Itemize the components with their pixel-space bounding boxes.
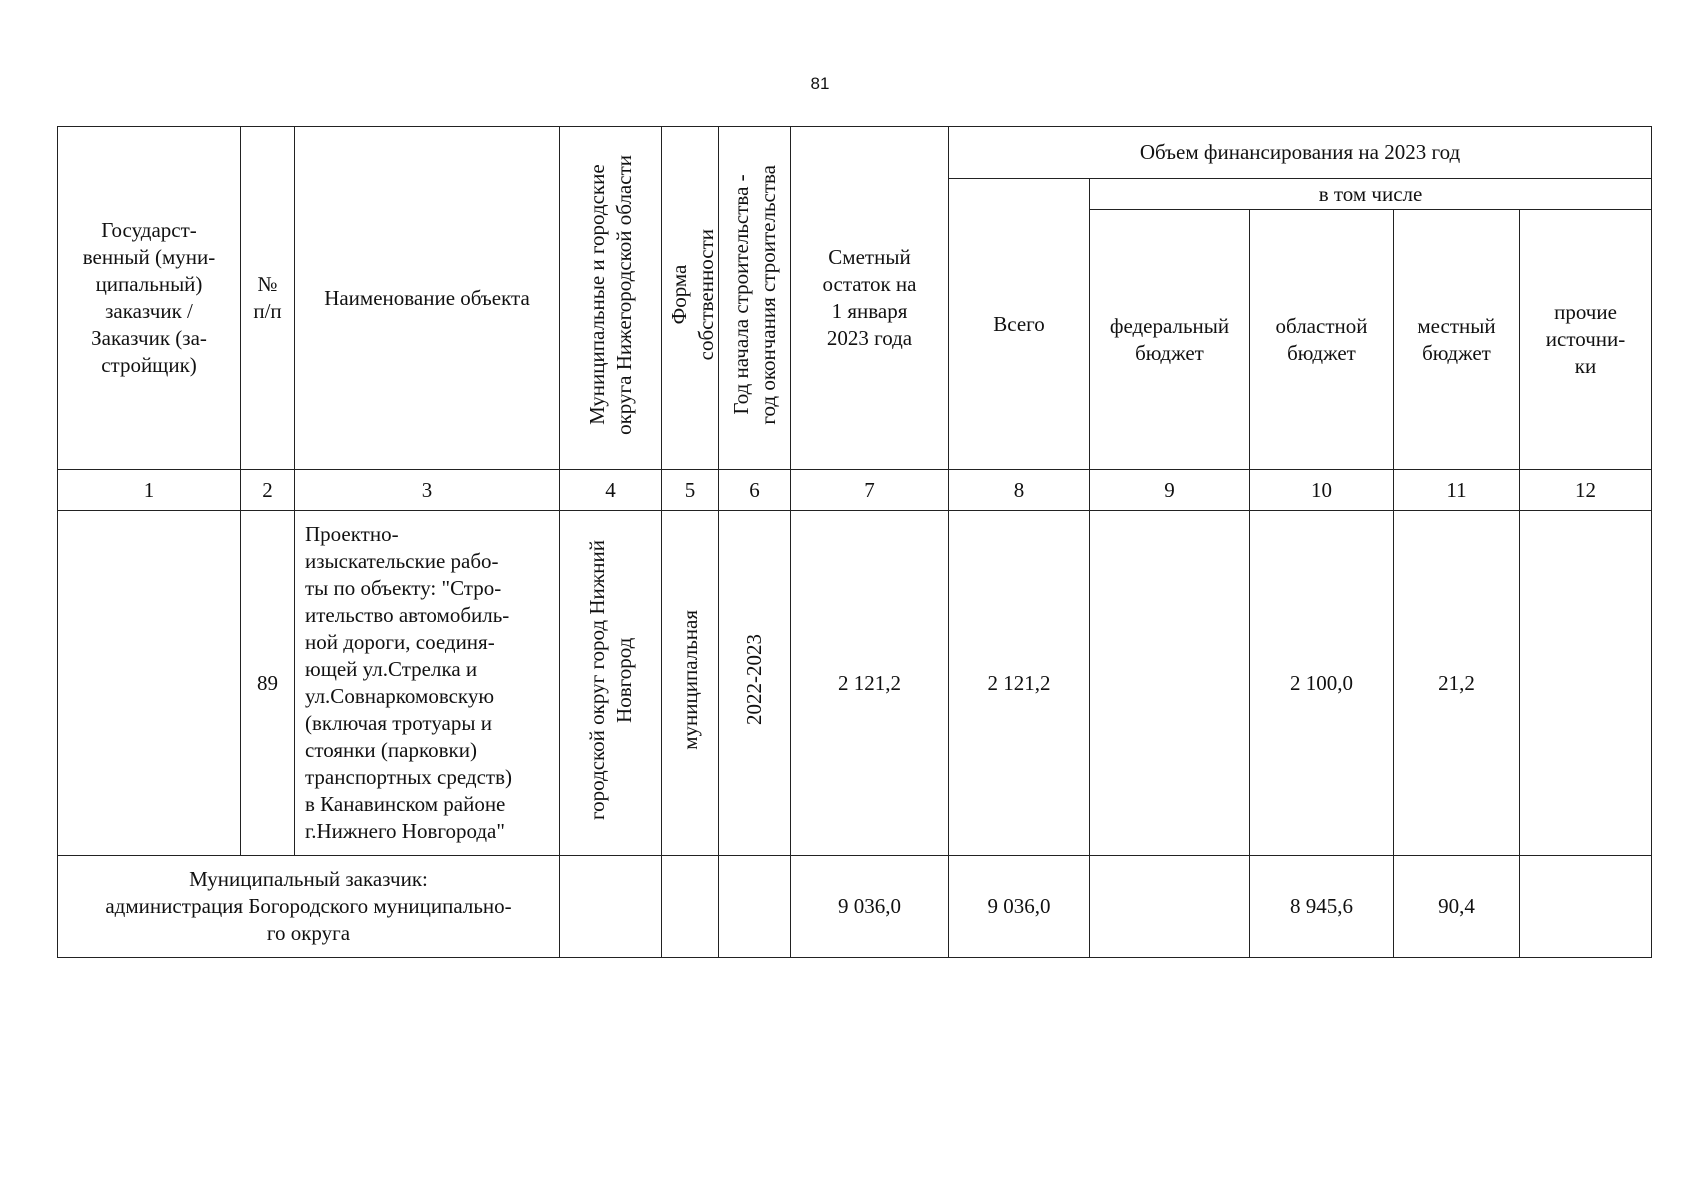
header-construction-years: Год начала строительства - год окончания строительства xyxy=(719,127,791,470)
header-federal-budget: федеральный бюджет xyxy=(1090,210,1250,470)
header-other-sources: прочие источни- ки xyxy=(1520,210,1652,470)
header-total: Всего xyxy=(949,179,1090,470)
summary-empty-cell xyxy=(719,856,791,958)
column-number: 2 xyxy=(241,470,295,511)
investment-table xyxy=(57,126,1652,958)
cell-years: 2022-2023 xyxy=(719,511,791,856)
header-object-name: Наименование объекта xyxy=(295,127,560,470)
cell-federal xyxy=(1090,511,1250,856)
header-estimate-balance: Сметный остаток на 1 января 2023 года xyxy=(791,127,949,470)
table-row xyxy=(58,511,1652,856)
header-row-number: № п/п xyxy=(241,127,295,470)
header-funding-volume: Объем финансирования на 2023 год xyxy=(949,127,1652,179)
column-number: 11 xyxy=(1394,470,1520,511)
page-number: 81 xyxy=(810,74,830,93)
header-ownership: Форма собственности xyxy=(662,127,719,470)
summary-empty-cell xyxy=(560,856,662,958)
summary-federal xyxy=(1090,856,1250,958)
column-number: 1 xyxy=(58,470,241,511)
header-regional-budget: областной бюджет xyxy=(1250,210,1394,470)
summary-label: Муниципальный заказчик: администрация Богородского муниципально- го округа xyxy=(58,856,560,958)
cell-customer xyxy=(58,511,241,856)
summary-other xyxy=(1520,856,1652,958)
column-number-row xyxy=(58,470,1652,511)
cell-district: городской округ город Нижний Новгород xyxy=(560,511,662,856)
summary-empty-cell xyxy=(662,856,719,958)
column-number: 7 xyxy=(791,470,949,511)
column-number: 6 xyxy=(719,470,791,511)
cell-total: 2 121,2 xyxy=(949,511,1090,856)
column-number: 8 xyxy=(949,470,1090,511)
summary-regional: 8 945,6 xyxy=(1250,856,1394,958)
header-customer: Государст- венный (муни- ципальный) заказчик / Заказчик (за- стройщик) xyxy=(58,127,241,470)
investment-table-container xyxy=(57,126,1651,958)
header-including: в том числе xyxy=(1090,179,1652,210)
cell-other xyxy=(1520,511,1652,856)
cell-ownership: муниципальная xyxy=(662,511,719,856)
column-number: 12 xyxy=(1520,470,1652,511)
header-districts: Муниципальные и городские округа Нижегородской области xyxy=(560,127,662,470)
column-number: 9 xyxy=(1090,470,1250,511)
cell-estimate: 2 121,2 xyxy=(791,511,949,856)
summary-total: 9 036,0 xyxy=(949,856,1090,958)
cell-object-name: Проектно- изыскательские рабо- ты по объекту: "Стро- ительство автомобиль- ной дороги, соединя- ющей ул.Стрелка и ул.Совнаркомовскую (включая тротуары и стоянки (парковки) транспортных средств) в Канавинском районе г.Нижнего Новгорода" xyxy=(295,511,560,856)
cell-local: 21,2 xyxy=(1394,511,1520,856)
column-number: 5 xyxy=(662,470,719,511)
header-local-budget: местный бюджет xyxy=(1394,210,1520,470)
summary-local: 90,4 xyxy=(1394,856,1520,958)
summary-estimate: 9 036,0 xyxy=(791,856,949,958)
column-number: 4 xyxy=(560,470,662,511)
column-number: 3 xyxy=(295,470,560,511)
cell-regional: 2 100,0 xyxy=(1250,511,1394,856)
column-number: 10 xyxy=(1250,470,1394,511)
summary-row xyxy=(58,856,1652,958)
cell-row-number: 89 xyxy=(241,511,295,856)
